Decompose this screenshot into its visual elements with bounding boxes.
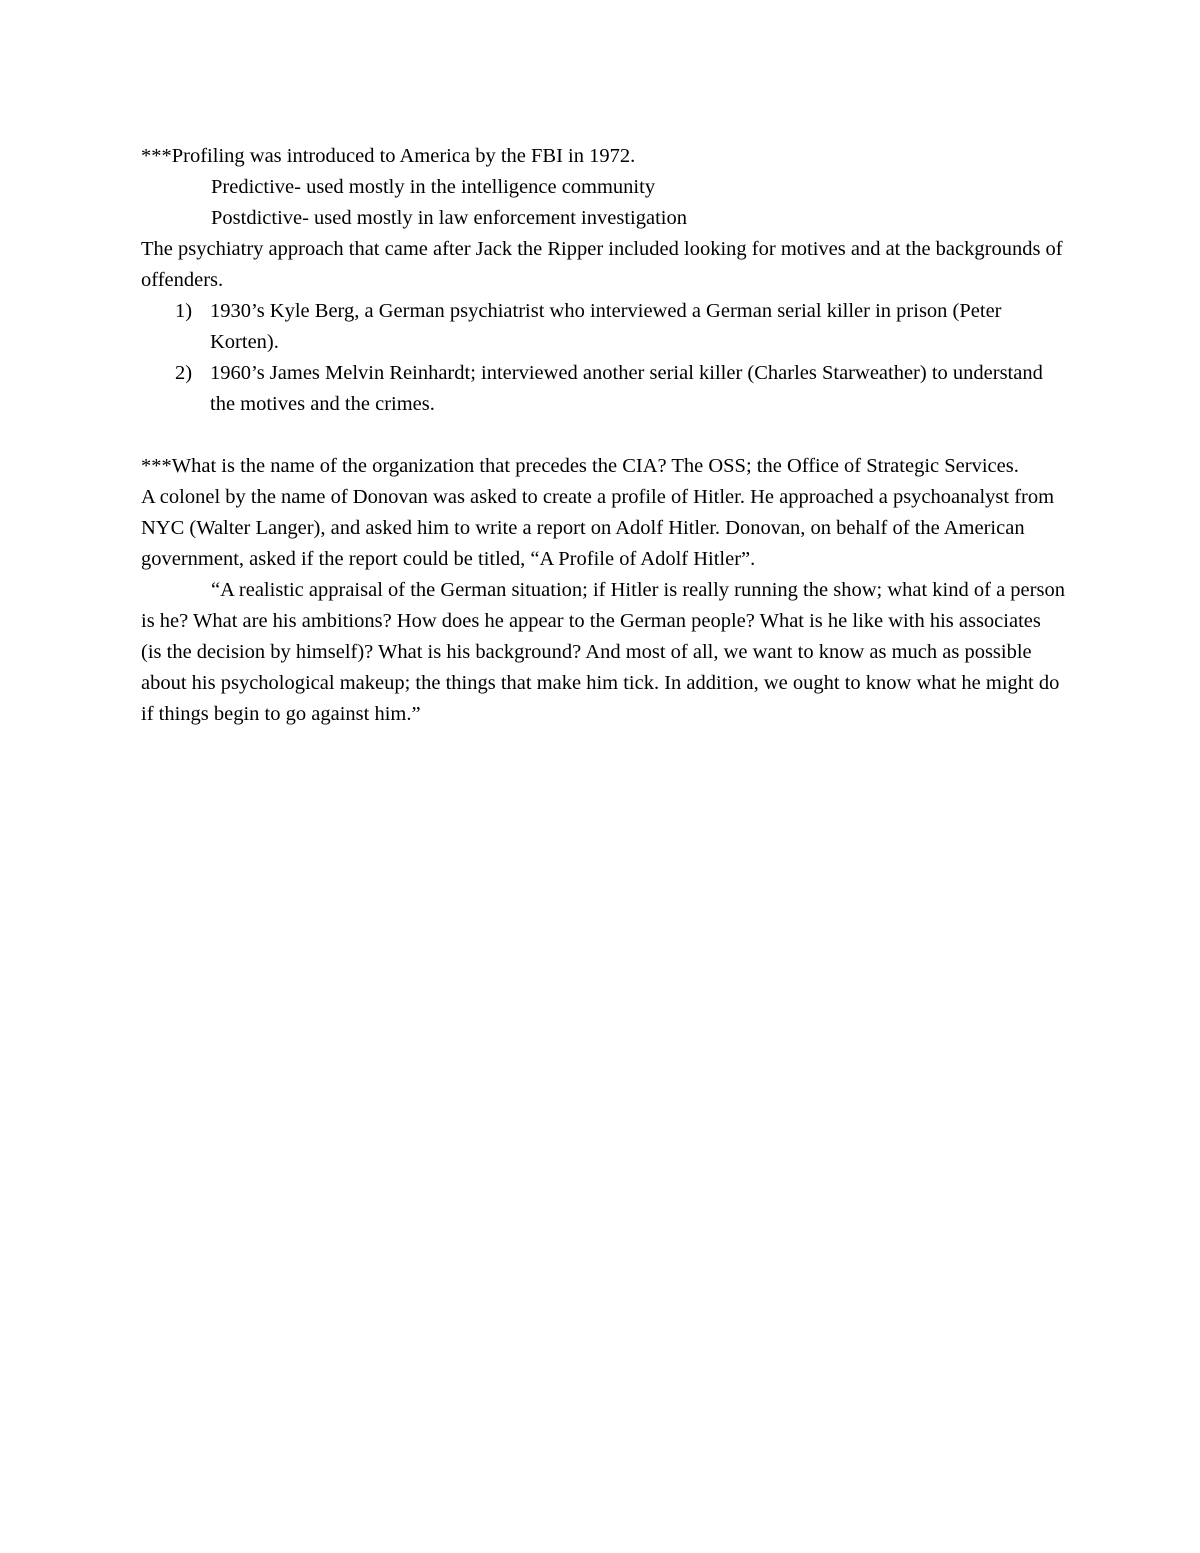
- postdictive-line: Postdictive- used mostly in law enforcement investigation: [211, 207, 687, 229]
- document-body: [141, 141, 1066, 730]
- predictive-line: Predictive- used mostly in the intelligence community: [211, 176, 656, 198]
- quote-paragraph: “A realistic appraisal of the German situation; if Hitler is really running the show; what kind of a person is he? What are his ambitions? How does he appear to the German people? What is he like with his associates (is the decision by himself)? What is his background? And most of all, we want to know as much as possible about his psychological makeup; the things that make him tick. In addition, we ought to know what he might do if things begin to go against him.”: [141, 579, 1065, 725]
- list-item-number: 2): [175, 362, 193, 384]
- paragraph-spacer: [141, 420, 1066, 451]
- list-item-number: 1): [175, 300, 193, 322]
- list-item: [141, 358, 1066, 420]
- list-item-text: 1930’s Kyle Berg, a German psychiatrist who interviewed a German serial killer in prison (Peter Korten).: [210, 300, 1002, 353]
- profiling-heading: ***Profiling was introduced to America by the FBI in 1972.: [141, 145, 636, 167]
- psychiatry-paragraph: The psychiatry approach that came after Jack the Ripper included looking for motives and at the backgrounds of offenders.: [141, 238, 1063, 291]
- list-item: [141, 296, 1066, 358]
- donovan-paragraph: A colonel by the name of Donovan was asked to create a profile of Hitler. He approached a psychoanalyst from NYC (Walter Langer), and asked him to write a report on Adolf Hitler. Donovan, on behalf of the American government, asked if the report could be titled, “A Profile of Adolf Hitler”.: [141, 486, 1055, 570]
- list-item-text: 1960’s James Melvin Reinhardt; interviewed another serial killer (Charles Starweather) to understand the motives and the crimes.: [210, 362, 1043, 415]
- cia-question-paragraph: ***What is the name of the organization that precedes the CIA? The OSS; the Office of Strategic Services.: [141, 455, 1019, 477]
